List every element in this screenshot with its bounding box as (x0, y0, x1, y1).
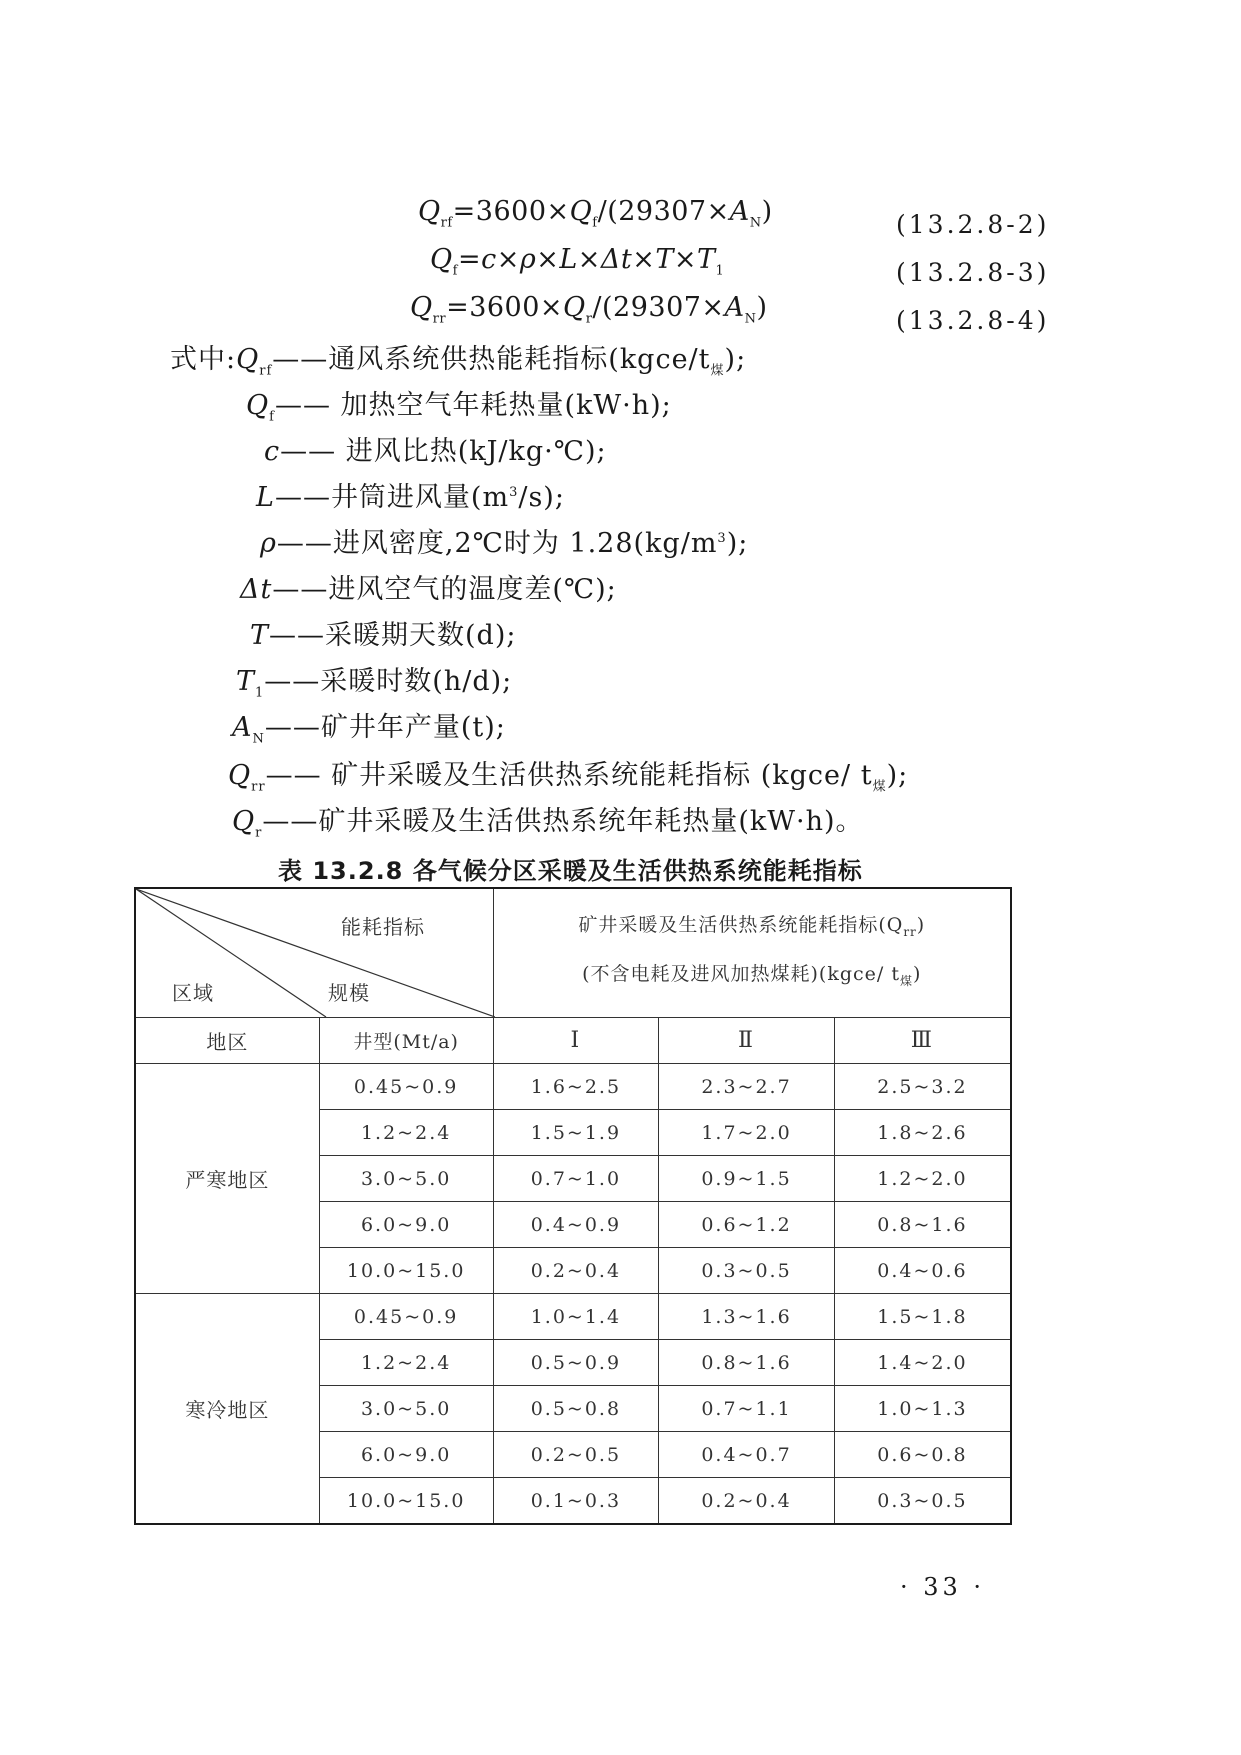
definition-item: T——采暖期天数(d); (250, 620, 517, 651)
mine-type-cell: 6.0~9.0 (319, 1432, 493, 1478)
definition-item: $Q_f——$ 加热空气年耗热量(kW·h); (246, 390, 672, 425)
equation-13-2-8-2: $Q_{rf}=3600\times Q_f/(29307\times A_N)$ (418, 196, 773, 231)
value-cell-II: 0.3~0.5 (659, 1248, 835, 1294)
value-cell-II: 0.8~1.6 (659, 1340, 835, 1386)
value-cell-II: 0.7~1.1 (659, 1386, 835, 1432)
column-header-II: Ⅱ (659, 1018, 835, 1064)
table-row (135, 1294, 1011, 1340)
definition-item: $T_1——$采暖时数(h/d); (236, 666, 513, 701)
value-cell-III: 1.2~2.0 (834, 1156, 1011, 1202)
region-cell: 寒冷地区 (135, 1294, 319, 1525)
equation-number: (13.2.8-3) (896, 258, 1050, 287)
definition-item: 式中$:Q_{rf}——$通风系统供热能耗指标$(kgce/t_煤)$; (170, 344, 747, 379)
mine-type-cell: 3.0~5.0 (319, 1156, 493, 1202)
value-cell-II: 1.7~2.0 (659, 1110, 835, 1156)
table-row (135, 1064, 1011, 1110)
value-cell-II: 0.6~1.2 (659, 1202, 835, 1248)
diagonal-label-scale: 规模 (328, 981, 370, 1005)
value-cell-II: 2.3~2.7 (659, 1064, 835, 1110)
value-cell-III: 2.5~3.2 (834, 1064, 1011, 1110)
value-cell-III: 1.8~2.6 (834, 1110, 1011, 1156)
definition-item: L——井筒进风量$(m^3/s)$; (256, 482, 565, 513)
value-cell-II: 0.9~1.5 (659, 1156, 835, 1202)
mine-type-cell: 0.45~0.9 (319, 1294, 493, 1340)
diagonal-label-area: 区域 (172, 981, 214, 1005)
mine-type-cell: 10.0~15.0 (319, 1248, 493, 1294)
value-cell-I: 0.1~0.3 (493, 1478, 659, 1525)
page-number: · 33 · (900, 1573, 986, 1601)
value-cell-I: 0.7~1.0 (493, 1156, 659, 1202)
mine-type-cell: 1.2~2.4 (319, 1340, 493, 1386)
value-cell-I: 0.4~0.9 (493, 1202, 659, 1248)
definition-item: $A_N——$矿井年产量(t); (232, 712, 506, 747)
value-cell-I: 1.6~2.5 (493, 1064, 659, 1110)
equation-13-2-8-3: $Q_f=c\times\rho\times L\times\Delta t\times T\times T_1$ (430, 244, 725, 279)
definition-item: c—— 进风比热(kJ/kg·℃); (264, 436, 607, 467)
region-cell: 严寒地区 (135, 1064, 319, 1294)
mine-type-cell: 3.0~5.0 (319, 1386, 493, 1432)
value-cell-III: 1.0~1.3 (834, 1386, 1011, 1432)
definition-item: Δt——进风空气的温度差(℃); (240, 574, 617, 605)
mine-type-cell: 1.2~2.4 (319, 1110, 493, 1156)
value-cell-I: 0.2~0.4 (493, 1248, 659, 1294)
value-cell-II: 0.4~0.7 (659, 1432, 835, 1478)
value-cell-III: 1.5~1.8 (834, 1294, 1011, 1340)
value-cell-III: 0.6~0.8 (834, 1432, 1011, 1478)
mine-type-cell: 6.0~9.0 (319, 1202, 493, 1248)
value-cell-I: 0.5~0.9 (493, 1340, 659, 1386)
value-cell-III: 0.3~0.5 (834, 1478, 1011, 1525)
table-caption: 表 13.2.8 各气候分区采暖及生活供热系统能耗指标 (278, 857, 863, 885)
main-header: 矿井采暖及生活供热系统能耗指标$(Q_{rr})$ (不含电耗及进风加热煤耗)(kgce/ $t_煤$) (493, 888, 1011, 1018)
value-cell-II: 1.3~1.6 (659, 1294, 835, 1340)
definition-item: $Q_{rr}——$ 矿井采暖及生活供热系统能耗指标 (kgce/ $t_煤$); (228, 760, 909, 795)
column-header-mine-type: 井型(Mt/a) (319, 1018, 493, 1064)
value-cell-III: 0.4~0.6 (834, 1248, 1011, 1294)
mine-type-cell: 10.0~15.0 (319, 1478, 493, 1525)
value-cell-I: 1.0~1.4 (493, 1294, 659, 1340)
value-cell-III: 0.8~1.6 (834, 1202, 1011, 1248)
diagonal-header-cell (135, 888, 493, 1018)
value-cell-III: 1.4~2.0 (834, 1340, 1011, 1386)
equation-number: (13.2.8-4) (896, 306, 1050, 335)
value-cell-I: 0.2~0.5 (493, 1432, 659, 1478)
column-header-region: 地区 (135, 1018, 319, 1064)
column-header-III: Ⅲ (834, 1018, 1011, 1064)
energy-index-table (134, 887, 1012, 1525)
value-cell-I: 0.5~0.8 (493, 1386, 659, 1432)
value-cell-I: 1.5~1.9 (493, 1110, 659, 1156)
definition-item: $Q_r——$矿井采暖及生活供热系统年耗热量(kW·h)。 (232, 806, 864, 841)
definition-item: ρ——进风密度,2℃时为 $1.28(kg/m^3)$; (260, 528, 749, 559)
equation-13-2-8-4: $Q_{rr}=3600\times Q_r/(29307\times A_N)$ (410, 292, 768, 327)
value-cell-II: 0.2~0.4 (659, 1478, 835, 1525)
column-header-I: Ⅰ (493, 1018, 659, 1064)
diagonal-label-energy: 能耗指标 (341, 915, 425, 939)
mine-type-cell: 0.45~0.9 (319, 1064, 493, 1110)
equation-number: (13.2.8-2) (896, 210, 1050, 239)
